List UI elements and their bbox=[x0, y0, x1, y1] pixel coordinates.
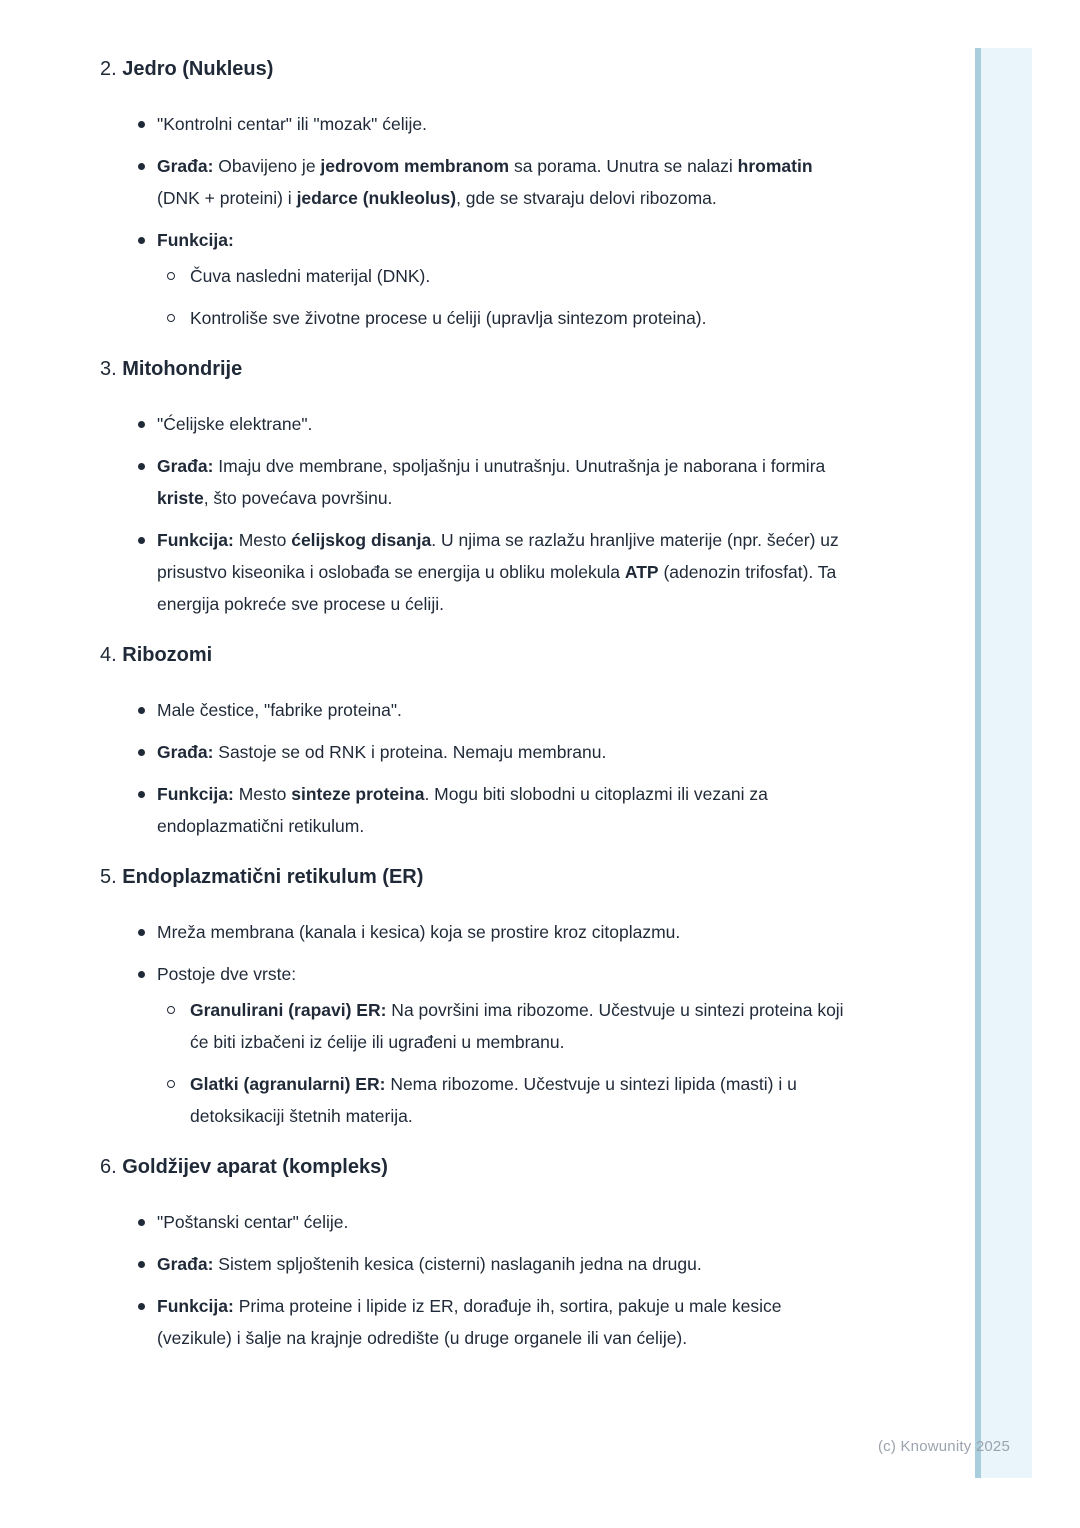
text-run: . Mogu biti slobodni u citoplazmi ili vezani za endoplazmatični retikulum. bbox=[157, 784, 768, 836]
bullet-item bbox=[100, 1290, 848, 1354]
section-title: Endoplazmatični retikulum (ER) bbox=[122, 866, 424, 888]
bullet-list bbox=[100, 1206, 848, 1354]
bullet-item bbox=[100, 224, 848, 334]
text-run: Mesto bbox=[233, 784, 292, 804]
sub-bullet-list bbox=[157, 994, 848, 1132]
text-run: Mreža membrana (kanala i kesica) koja se prostire kroz citoplazmu. bbox=[157, 922, 681, 942]
section-heading bbox=[100, 864, 848, 890]
bold-text-run: Funkcija: bbox=[157, 230, 234, 250]
section-title: Mitohondrije bbox=[122, 358, 243, 380]
section-heading bbox=[100, 1154, 848, 1180]
bold-text-run: Funkcija: bbox=[157, 1296, 234, 1316]
text-run: Mesto bbox=[233, 530, 292, 550]
section bbox=[100, 356, 848, 620]
sub-bullet-item bbox=[157, 260, 848, 292]
text-run: Nema ribozome. Učestvuje u sintezi lipida (masti) i u detoksikaciji štetnih materija. bbox=[190, 1074, 797, 1126]
bullet-item bbox=[100, 916, 848, 948]
section-title: Goldžijev aparat (kompleks) bbox=[122, 1156, 388, 1178]
sub-bullet-list bbox=[157, 260, 848, 334]
text-run: "Poštanski centar" ćelije. bbox=[157, 1212, 349, 1232]
bold-text-run: Građa: bbox=[157, 156, 214, 176]
text-run: "Kontrolni centar" ili "mozak" ćelije. bbox=[157, 114, 427, 134]
sub-bullet-item bbox=[157, 1068, 848, 1132]
text-run: , gde se stvaraju delovi ribozoma. bbox=[456, 188, 717, 208]
text-run: Sistem spljoštenih kesica (cisterni) naslaganih jedna na drugu. bbox=[213, 1254, 702, 1274]
document-content bbox=[100, 56, 848, 1364]
section-number: 3. bbox=[100, 358, 117, 380]
text-run: , što povećava površinu. bbox=[203, 488, 393, 508]
bullet-item bbox=[100, 1248, 848, 1280]
bold-text-run: Građa: bbox=[157, 742, 214, 762]
section bbox=[100, 864, 848, 1132]
section-number: 2. bbox=[100, 58, 117, 80]
section-heading bbox=[100, 56, 848, 82]
section-title: Ribozomi bbox=[122, 644, 213, 666]
bullet-list bbox=[100, 108, 848, 334]
text-run: Prima proteine i lipide iz ER, dorađuje ih, sortira, pakuje u male kesice (vezikule) i šalje na krajnje odredište (u druge organele ili van ćelije). bbox=[157, 1296, 782, 1348]
text-run: (adenozin trifosfat). Ta energija pokreće sve procese u ćeliji. bbox=[157, 562, 837, 614]
bullet-item bbox=[100, 524, 848, 620]
bold-text-run: Granulirani (rapavi) ER: bbox=[190, 1000, 387, 1020]
bold-text-run: hromatin bbox=[737, 156, 813, 176]
bullet-item bbox=[100, 150, 848, 214]
text-run: (DNK + proteini) i bbox=[157, 188, 297, 208]
bullet-item bbox=[100, 450, 848, 514]
bold-text-run: kriste bbox=[157, 488, 204, 508]
highlight-stripe bbox=[975, 48, 1032, 1478]
bold-text-run: Glatki (agranularni) ER: bbox=[190, 1074, 386, 1094]
text-run: Imaju dve membrane, spoljašnju i unutrašnju. Unutrašnja je naborana i formira bbox=[213, 456, 826, 476]
bullet-item bbox=[100, 778, 848, 842]
bold-text-run: Građa: bbox=[157, 456, 214, 476]
section-number: 4. bbox=[100, 644, 117, 666]
text-run: Postoje dve vrste: bbox=[157, 964, 297, 984]
bullet-item bbox=[100, 408, 848, 440]
bold-text-run: ATP bbox=[624, 562, 659, 582]
text-run: Na površini ima ribozome. Učestvuje u sintezi proteina koji će biti izbačeni iz ćelije ili ugrađeni u membranu. bbox=[190, 1000, 844, 1052]
section-number: 5. bbox=[100, 866, 117, 888]
bullet-list bbox=[100, 916, 848, 1132]
text-run: . U njima se razlažu hranljive materije (npr. šećer) uz prisustvo kiseonika i oslobađa se energija u obliku molekula bbox=[157, 530, 839, 582]
text-run: Kontroliše sve životne procese u ćeliji (upravlja sintezom proteina). bbox=[190, 308, 707, 328]
bullet-list bbox=[100, 408, 848, 620]
text-run: sa porama. Unutra se nalazi bbox=[509, 156, 738, 176]
bullet-item bbox=[100, 736, 848, 768]
section-heading bbox=[100, 642, 848, 668]
sub-bullet-item bbox=[157, 302, 848, 334]
bullet-item bbox=[100, 958, 848, 1132]
section-number: 6. bbox=[100, 1156, 117, 1178]
bold-text-run: ćelijskog disanja bbox=[291, 530, 432, 550]
section bbox=[100, 642, 848, 842]
bold-text-run: jedrovom membranom bbox=[320, 156, 510, 176]
bold-text-run: Funkcija: bbox=[157, 530, 234, 550]
sub-bullet-item bbox=[157, 994, 848, 1058]
bullet-item bbox=[100, 1206, 848, 1238]
text-run: Male čestice, "fabrike proteina". bbox=[157, 700, 402, 720]
bullet-item bbox=[100, 108, 848, 140]
bold-text-run: sinteze proteina bbox=[291, 784, 425, 804]
section bbox=[100, 56, 848, 334]
bold-text-run: Građa: bbox=[157, 1254, 214, 1274]
text-run: Sastoje se od RNK i proteina. Nemaju membranu. bbox=[213, 742, 607, 762]
section bbox=[100, 1154, 848, 1354]
section-title: Jedro (Nukleus) bbox=[122, 58, 274, 80]
text-run: "Ćelijske elektrane". bbox=[157, 414, 313, 434]
bold-text-run: Funkcija: bbox=[157, 784, 234, 804]
watermark: (c) Knowunity 2025 bbox=[877, 1438, 1010, 1455]
bold-text-run: jedarce (nukleolus) bbox=[296, 188, 457, 208]
bullet-list bbox=[100, 694, 848, 842]
text-run: Čuva nasledni materijal (DNK). bbox=[190, 266, 431, 286]
text-run: Obavijeno je bbox=[213, 156, 321, 176]
bullet-item bbox=[100, 694, 848, 726]
section-heading bbox=[100, 356, 848, 382]
